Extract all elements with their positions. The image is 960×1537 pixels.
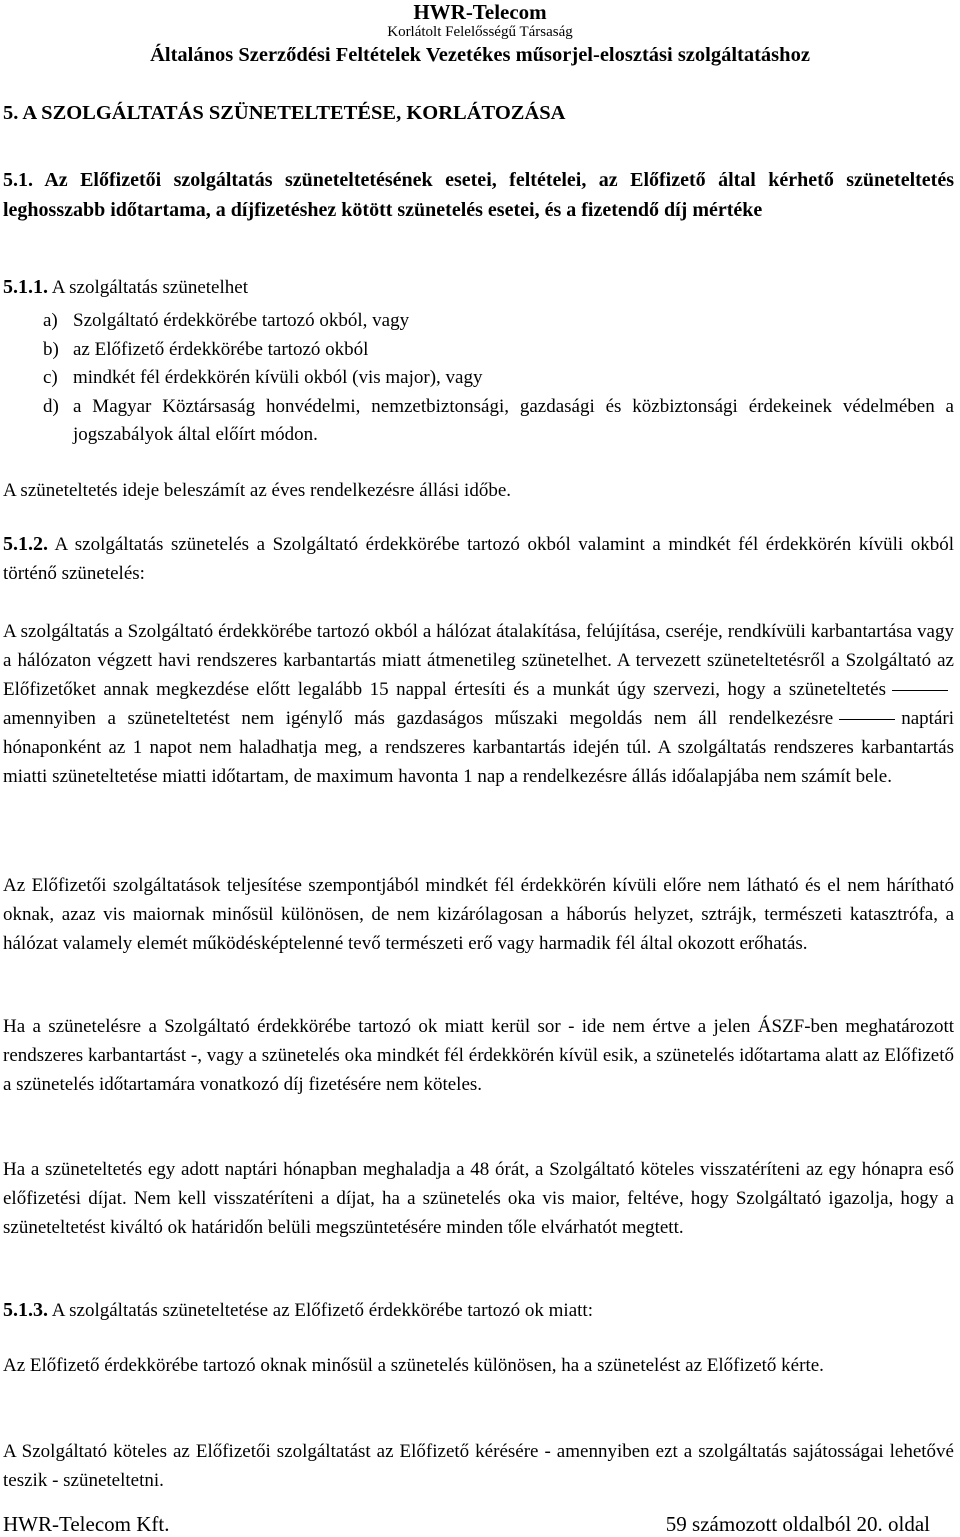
paragraph-number: 5.1.2.: [3, 533, 48, 555]
list-item-text: mindkét fél érdekkörén kívüli okból (vis major), vagy: [73, 367, 483, 388]
list-item: [43, 336, 954, 365]
paragraph-text: A szolgáltatás szünetelhet: [48, 277, 248, 298]
list-marker: d): [43, 395, 59, 417]
list-item-text: a Magyar Köztársaság honvédelmi, nemzetbiztonsági, gazdasági és közbiztonsági érdekeinek védelmében a jogszabályok által előírt módon.: [73, 395, 954, 445]
maintenance-text-part-3: naptári hónaponként az 1 napot nem haladhatja meg, a rendszeres karbantartás idején túl. A szolgáltatás rendszeres karbantartás miatti szüneteltetése miatti időtartam, de maximum havonta 1 nap a rendelkezésre állás időalapjába nem számít bele.: [3, 708, 954, 787]
header-company-name: HWR-Telecom: [413, 0, 547, 24]
list-marker: a): [43, 310, 58, 331]
paragraph-number: 5.1.1.: [3, 276, 48, 298]
suspension-reasons-list: [43, 307, 954, 450]
list-item: [43, 393, 954, 450]
list-item: [43, 364, 954, 393]
paragraph-provider-obliged: A Szolgáltató köteles az Előfizetői szolgáltatást az Előfizető kérésére - amennyiben ezt a szolgáltatás sajátosságai lehetővé teszik - szüneteltetni.: [3, 1441, 954, 1491]
paragraph-subscriber-request: Az Előfizető érdekkörébe tartozó oknak minősül a szünetelés különösen, ha a szünetelést az Előfizető kérte.: [3, 1355, 824, 1376]
list-marker: c): [43, 367, 58, 388]
maintenance-text-part-1: A szolgáltatás a Szolgáltató érdekkörébe tartozó okból a hálózat átalakítása, felújítása, cseréje, rendkívüli karbantartása vagy a hálózaton végzett havi rendszeres karbantartás miatt átmenetileg szünetelhet. A tervezett szüneteltetésről a Szolgáltató az Előfizetőket annak megkezdése előtt legalább 15 nappal értesíti és a munkát úgy szervezi, hogy a szüneteltetés: [3, 621, 954, 700]
paragraph-fee-exemption: Ha a szünetelésre a Szolgáltató érdekkörébe tartozó ok miatt kerül sor - ide nem értve a jelen ÁSZF-ben meghatározott rendszeres karbantartást -, vagy a szünetelés oka mindkét fél érdekkörén kívül esik, a szünetelés időtartama alatt az Előfizető a szünetelés időtartamára vonatkozó díj fizetésére nem köteles.: [3, 1016, 954, 1095]
paragraph-number: 5.1.3.: [3, 1299, 48, 1321]
paragraph-vis-maior: Az Előfizetői szolgáltatások teljesítése szempontjából mindkét fél érdekkörén kívüli előre nem látható és el nem hárítható oknak, azaz vis maiornak minősül különösen, de nem kizárólagosan a háborús helyzet, sztrájk, természeti katasztrófa, a hálózat valamely elemét működésképtelenné tevő természeti erő vagy harmadik fél által okozott erőhatás.: [3, 875, 954, 954]
paragraph-text: A szolgáltatás szünetelés a Szolgáltató érdekkörébe tartozó okból valamint a mindkét fél érdekkörén kívüli okból történő szünetelés:: [3, 534, 954, 584]
em-dash-rule: [839, 719, 895, 720]
paragraph-maintenance: [3, 617, 954, 791]
list-item: [43, 307, 954, 336]
list-item-text: Szolgáltató érdekkörébe tartozó okból, vagy: [73, 310, 410, 331]
paragraph-5-1-1: [3, 273, 954, 302]
paragraph-text: A szolgáltatás szüneteltetése az Előfizető érdekkörébe tartozó ok miatt:: [48, 1300, 593, 1321]
section-heading: 5. A SZOLGÁLTATÁS SZÜNETELTETÉSE, KORLÁTOZÁSA: [3, 102, 566, 124]
subsection-heading: 5.1. Az Előfizetői szolgáltatás szüneteltetésének esetei, feltételei, az Előfizető által kérhető szüneteltetés leghosszabb időtartama, a díjfizetéshez kötött szünetelés esetei, és a fizetendő díj mértéke: [3, 169, 954, 221]
footer-page-number: 59 számozott oldalból 20. oldal: [665, 1512, 930, 1536]
list-item-text: az Előfizető érdekkörébe tartozó okból: [73, 338, 369, 360]
paragraph-5-1-2: [3, 530, 954, 588]
list-marker: b): [43, 338, 59, 360]
footer-company: HWR-Telecom Kft.: [3, 1512, 170, 1536]
paragraph-included-time: A szüneteltetés ideje beleszámít az éves rendelkezésre állási időbe.: [3, 480, 512, 501]
paragraph-5-1-3: [3, 1296, 954, 1325]
header-document-title: Általános Szerződési Feltételek Vezetékes műsorjel-elosztási szolgáltatáshoz: [150, 44, 810, 66]
paragraph-48-hours: Ha a szüneteltetés egy adott naptári hónapban meghaladja a 48 órát, a Szolgáltató köteles visszatéríteni az egy hónapra eső előfizetési díjat. Nem kell visszatéríteni a díjat, ha a szünetelés oka vis maior, feltéve, hogy Szolgáltató igazolja, hogy a szüneteltetést kiváltó ok határidőn belüli megszüntetésére minden tőle elvárhatót megtett.: [3, 1159, 954, 1238]
em-dash-rule: [892, 690, 948, 691]
header-company-form: Korlátolt Felelősségű Társaság: [387, 24, 573, 40]
maintenance-text-part-2: amennyiben a szüneteltetést nem igénylő más gazdaságos műszaki megoldás nem áll rendelkezésre: [3, 708, 834, 729]
